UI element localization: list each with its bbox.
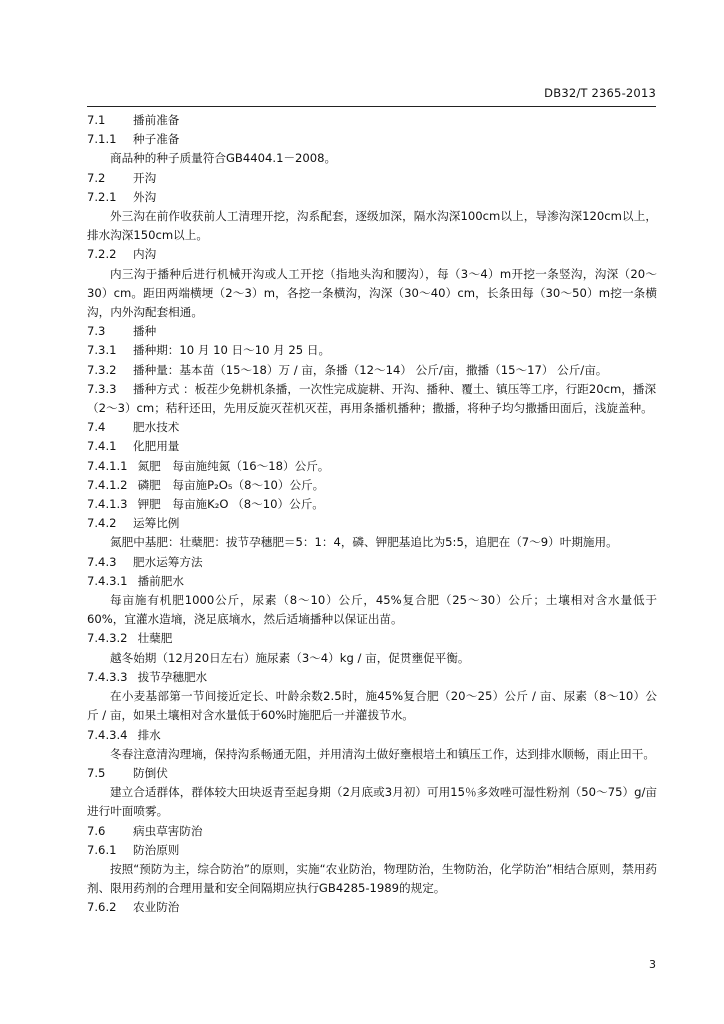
section-number: 7.2.2 — [87, 247, 117, 262]
paragraph: 按照“预防为主，综合防治”的原则，实施“农业防治，物理防治，生物防治，化学防治”相结合原则，禁用药剂、限用药剂的合理用量和安全间隔期应执行GB4285-1989的规定。 — [87, 861, 657, 896]
section-heading — [87, 188, 657, 207]
clause-text: 播种期：10 月 10 日～10 月 25 日。 — [133, 343, 331, 358]
clause-number: 7.4.1.3 — [87, 497, 128, 512]
section-heading — [87, 169, 657, 188]
clause-text: 播种方式 ：板茬少免耕机条播，一次性完成旋耕、开沟、播种、覆土、镇压等工序，行距20cm，播深（2～3）cm；秸秆还田，先用反旋灭茬机灭茬，再用条播机播种；撒播，将种子均匀撒播田面后，浅旋盖种。 — [87, 381, 657, 416]
clause — [87, 495, 657, 514]
section-heading — [87, 726, 657, 745]
clause-text: 氮肥 每亩施纯氮（16～18）公斤。 — [137, 458, 330, 473]
section-title: 内沟 — [133, 247, 157, 262]
section-title: 肥水运筹方法 — [133, 554, 203, 569]
clause — [87, 380, 657, 418]
section-heading — [87, 764, 657, 783]
header-rule — [87, 106, 656, 107]
paragraph: 冬春注意清沟理墒，保持沟系畅通无阻，并用清沟土做好壅根培土和镇压工作，达到排水顺畅，雨止田干。 — [110, 746, 655, 761]
section-heading — [87, 322, 657, 341]
section-heading — [87, 130, 657, 149]
section-heading — [87, 822, 657, 841]
section-heading — [87, 245, 657, 264]
section-title: 播前准备 — [133, 113, 180, 127]
section-heading — [87, 553, 657, 572]
clause-number: 7.4.1.2 — [87, 477, 128, 492]
section-heading — [87, 514, 657, 533]
page-number: 3 — [649, 958, 656, 971]
section-number: 7.6 — [87, 823, 106, 838]
clause-text: 播种量：基本苗（15～18）万 / 亩，条播（12～14） 公斤/亩，撒播（15～17） 公斤/亩。 — [133, 362, 608, 377]
paragraph: 氮肥中基肥：壮蘖肥：拔节孕穗肥＝5：1：4，磷、钾肥基追比为5:5，追肥在（7～9）叶期施用。 — [110, 535, 618, 550]
section-title: 防治原则 — [133, 842, 180, 857]
section-title: 农业防治 — [133, 900, 180, 915]
section-heading — [87, 841, 657, 860]
section-heading — [87, 572, 657, 591]
section-title: 播种 — [133, 324, 157, 339]
section-title: 外沟 — [133, 189, 157, 204]
section-title: 病虫草害防治 — [133, 823, 203, 838]
paragraph: 内三沟于播种后进行机械开沟或人工开挖（指地头沟和腰沟），每（3～4）m开挖一条竖沟，沟深（20～30）cm。距田两端横埂（2～3）m，各挖一条横沟，沟深（30～40）cm，长条田每（30～50）m挖一条横沟，内外沟配套相通。 — [87, 266, 657, 320]
section-title: 运筹比例 — [133, 516, 180, 531]
clause-number: 7.3.3 — [87, 381, 117, 396]
clause-number: 7.3.2 — [87, 362, 117, 377]
paragraph: 建立合适群体，群体较大田块返青至起身期（2月底或3月初）可用15％多效唑可湿性粉剂（50～75）g/亩进行叶面喷雾。 — [87, 785, 657, 819]
clause-text: 磷肥 每亩施P₂O₅（8～10）公斤。 — [137, 477, 325, 492]
section-title: 种子准备 — [133, 132, 180, 147]
section-title: 防倒伏 — [133, 765, 168, 780]
section-heading — [87, 898, 657, 917]
section-number: 7.4.3.2 — [87, 631, 128, 646]
section-number: 7.4.2 — [87, 516, 117, 531]
document-body — [87, 111, 657, 918]
paragraph: 在小麦基部第一节间接近定长、叶龄余数2.5时，施45%复合肥（20～25）公斤 / 亩、尿素（8～10）公斤 / 亩，如果土壤相对含水量低于60%时施肥后一并灌拔节水。 — [87, 689, 657, 723]
clause-text: 钾肥 每亩施K₂O （8～10）公斤。 — [137, 497, 324, 512]
section-heading — [87, 629, 657, 648]
section-title: 肥水技术 — [133, 420, 180, 435]
section-number: 7.4.3.1 — [87, 573, 128, 588]
section-heading — [87, 437, 657, 456]
paragraph: 每亩施有机肥1000公斤，尿素（8～10）公斤，45%复合肥（25～30）公斤；土壤相对含水量低于60%，宜灌水造墒，浇足底墒水，然后适墒播种以保证出苗。 — [87, 593, 657, 627]
clause — [87, 341, 657, 360]
section-number: 7.6.2 — [87, 900, 117, 915]
section-number: 7.6.1 — [87, 842, 117, 857]
section-number: 7.4 — [87, 420, 106, 435]
section-title: 拔节孕穗肥水 — [137, 669, 208, 684]
clause — [87, 476, 657, 495]
section-number: 7.4.1 — [87, 439, 117, 454]
paragraph: 商品种的种子质量符合GB4404.1－2008。 — [110, 151, 337, 166]
section-number: 7.3 — [87, 324, 106, 339]
clause — [87, 361, 657, 380]
section-heading — [87, 668, 657, 687]
clause-number: 7.3.1 — [87, 343, 117, 358]
section-number: 7.1 — [87, 113, 106, 127]
section-number: 7.2 — [87, 170, 106, 185]
section-title: 化肥用量 — [133, 439, 180, 454]
section-number: 7.2.1 — [87, 189, 117, 204]
section-number: 7.5 — [87, 765, 106, 780]
section-number: 7.1.1 — [87, 132, 117, 147]
section-number: 7.4.3.4 — [87, 727, 128, 742]
section-title: 壮蘖肥 — [137, 631, 173, 646]
clause — [87, 457, 657, 476]
section-heading — [87, 111, 657, 130]
paragraph: 越冬始期（12月20日左右）施尿素（3～4）kg / 亩，促贯壅促平衡。 — [110, 650, 470, 665]
section-number: 7.4.3.3 — [87, 669, 128, 684]
section-title: 开沟 — [133, 170, 157, 185]
section-title: 播前肥水 — [137, 573, 184, 588]
standard-code: DB32/T 2365-2013 — [544, 86, 656, 100]
clause-number: 7.4.1.1 — [87, 458, 128, 473]
section-title: 排水 — [137, 727, 161, 742]
section-heading — [87, 418, 657, 437]
section-number: 7.4.3 — [87, 554, 117, 569]
paragraph: 外三沟在前作收获前人工清理开挖，沟系配套，逐级加深，隔水沟深100cm以上，导渗沟深120cm以上，排水沟深150cm以上。 — [87, 209, 657, 243]
